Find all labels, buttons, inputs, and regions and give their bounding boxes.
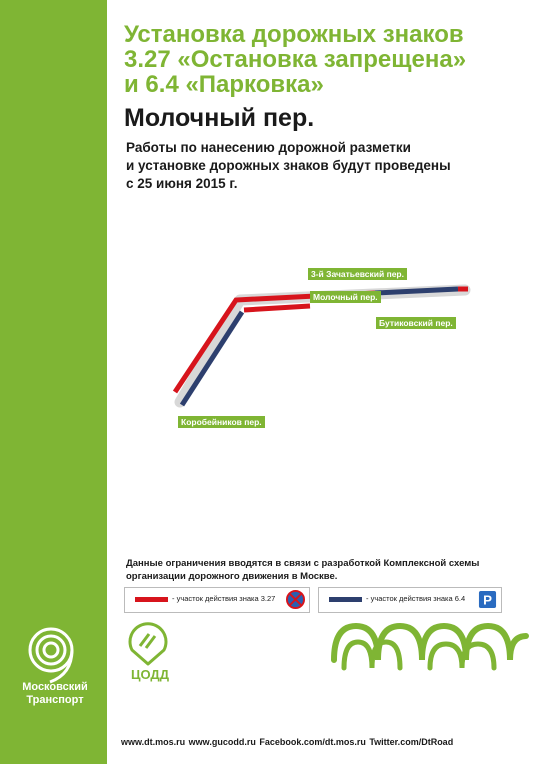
work-notice [126,139,451,193]
footer-links: www.dt.mos.ru www.gucodd.ru Facebook.com/dt.mos.ru Twitter.com/DtRoad [121,737,454,747]
title-line-1: Установка дорожных знаков [124,21,464,48]
sign-6-4-zone-diagonal [182,312,242,405]
codd-label: ЦОДД [131,667,169,682]
codd-logo-icon [124,620,172,668]
disclaimer-line-2: организации дорожного движения в Москве. [126,571,338,582]
notice-line-3: с 25 июня 2015 г. [126,176,238,191]
legend-blue-swatch [329,597,362,602]
legend-sign-6-4 [318,587,502,613]
moscow-transport-label [10,681,100,707]
street-map [160,262,480,432]
title-line-2: 3.27 «Остановка запрещена» [124,46,467,73]
label-korobeynikov: Коробейников пер. [178,416,265,428]
moscow-transport-line1: Московский [22,681,88,693]
no-stopping-sign-icon [286,590,305,609]
svg-text:P: P [483,592,492,608]
moscow-transport-logo-icon [18,626,84,684]
street-map-drawing [160,262,480,432]
label-butikovsky: Бутиковский пер. [376,317,456,329]
legend-red-swatch [135,597,168,602]
notice-line-1: Работы по нанесению дорожной разметки [126,140,411,155]
label-zachatyevsky: 3-й Зачатьевский пер. [308,268,407,280]
legend-sign-3-27 [124,587,310,613]
label-molochny: Молочный пер. [310,291,381,303]
page-title [124,22,534,97]
disclaimer-line-1: Данные ограничения вводятся в связи с разработкой Комплексной схемы [126,558,480,569]
decorative-wave-pattern-icon [330,618,530,676]
notice-line-2: и установке дорожных знаков будут проведены [126,158,451,173]
legend-blue-text: - участок действия знака 6.4 [366,594,466,603]
legend-red-text: - участок действия знака 3.27 [172,594,276,603]
moscow-transport-line2: Транспорт [26,694,84,706]
disclaimer [126,557,479,583]
title-line-3: и 6.4 «Парковка» [124,71,324,98]
sign-3-27-zone-bottom [244,306,310,310]
green-sidebar [0,0,107,764]
parking-sign-icon [478,590,497,609]
street-name: Молочный пер. [124,104,315,132]
